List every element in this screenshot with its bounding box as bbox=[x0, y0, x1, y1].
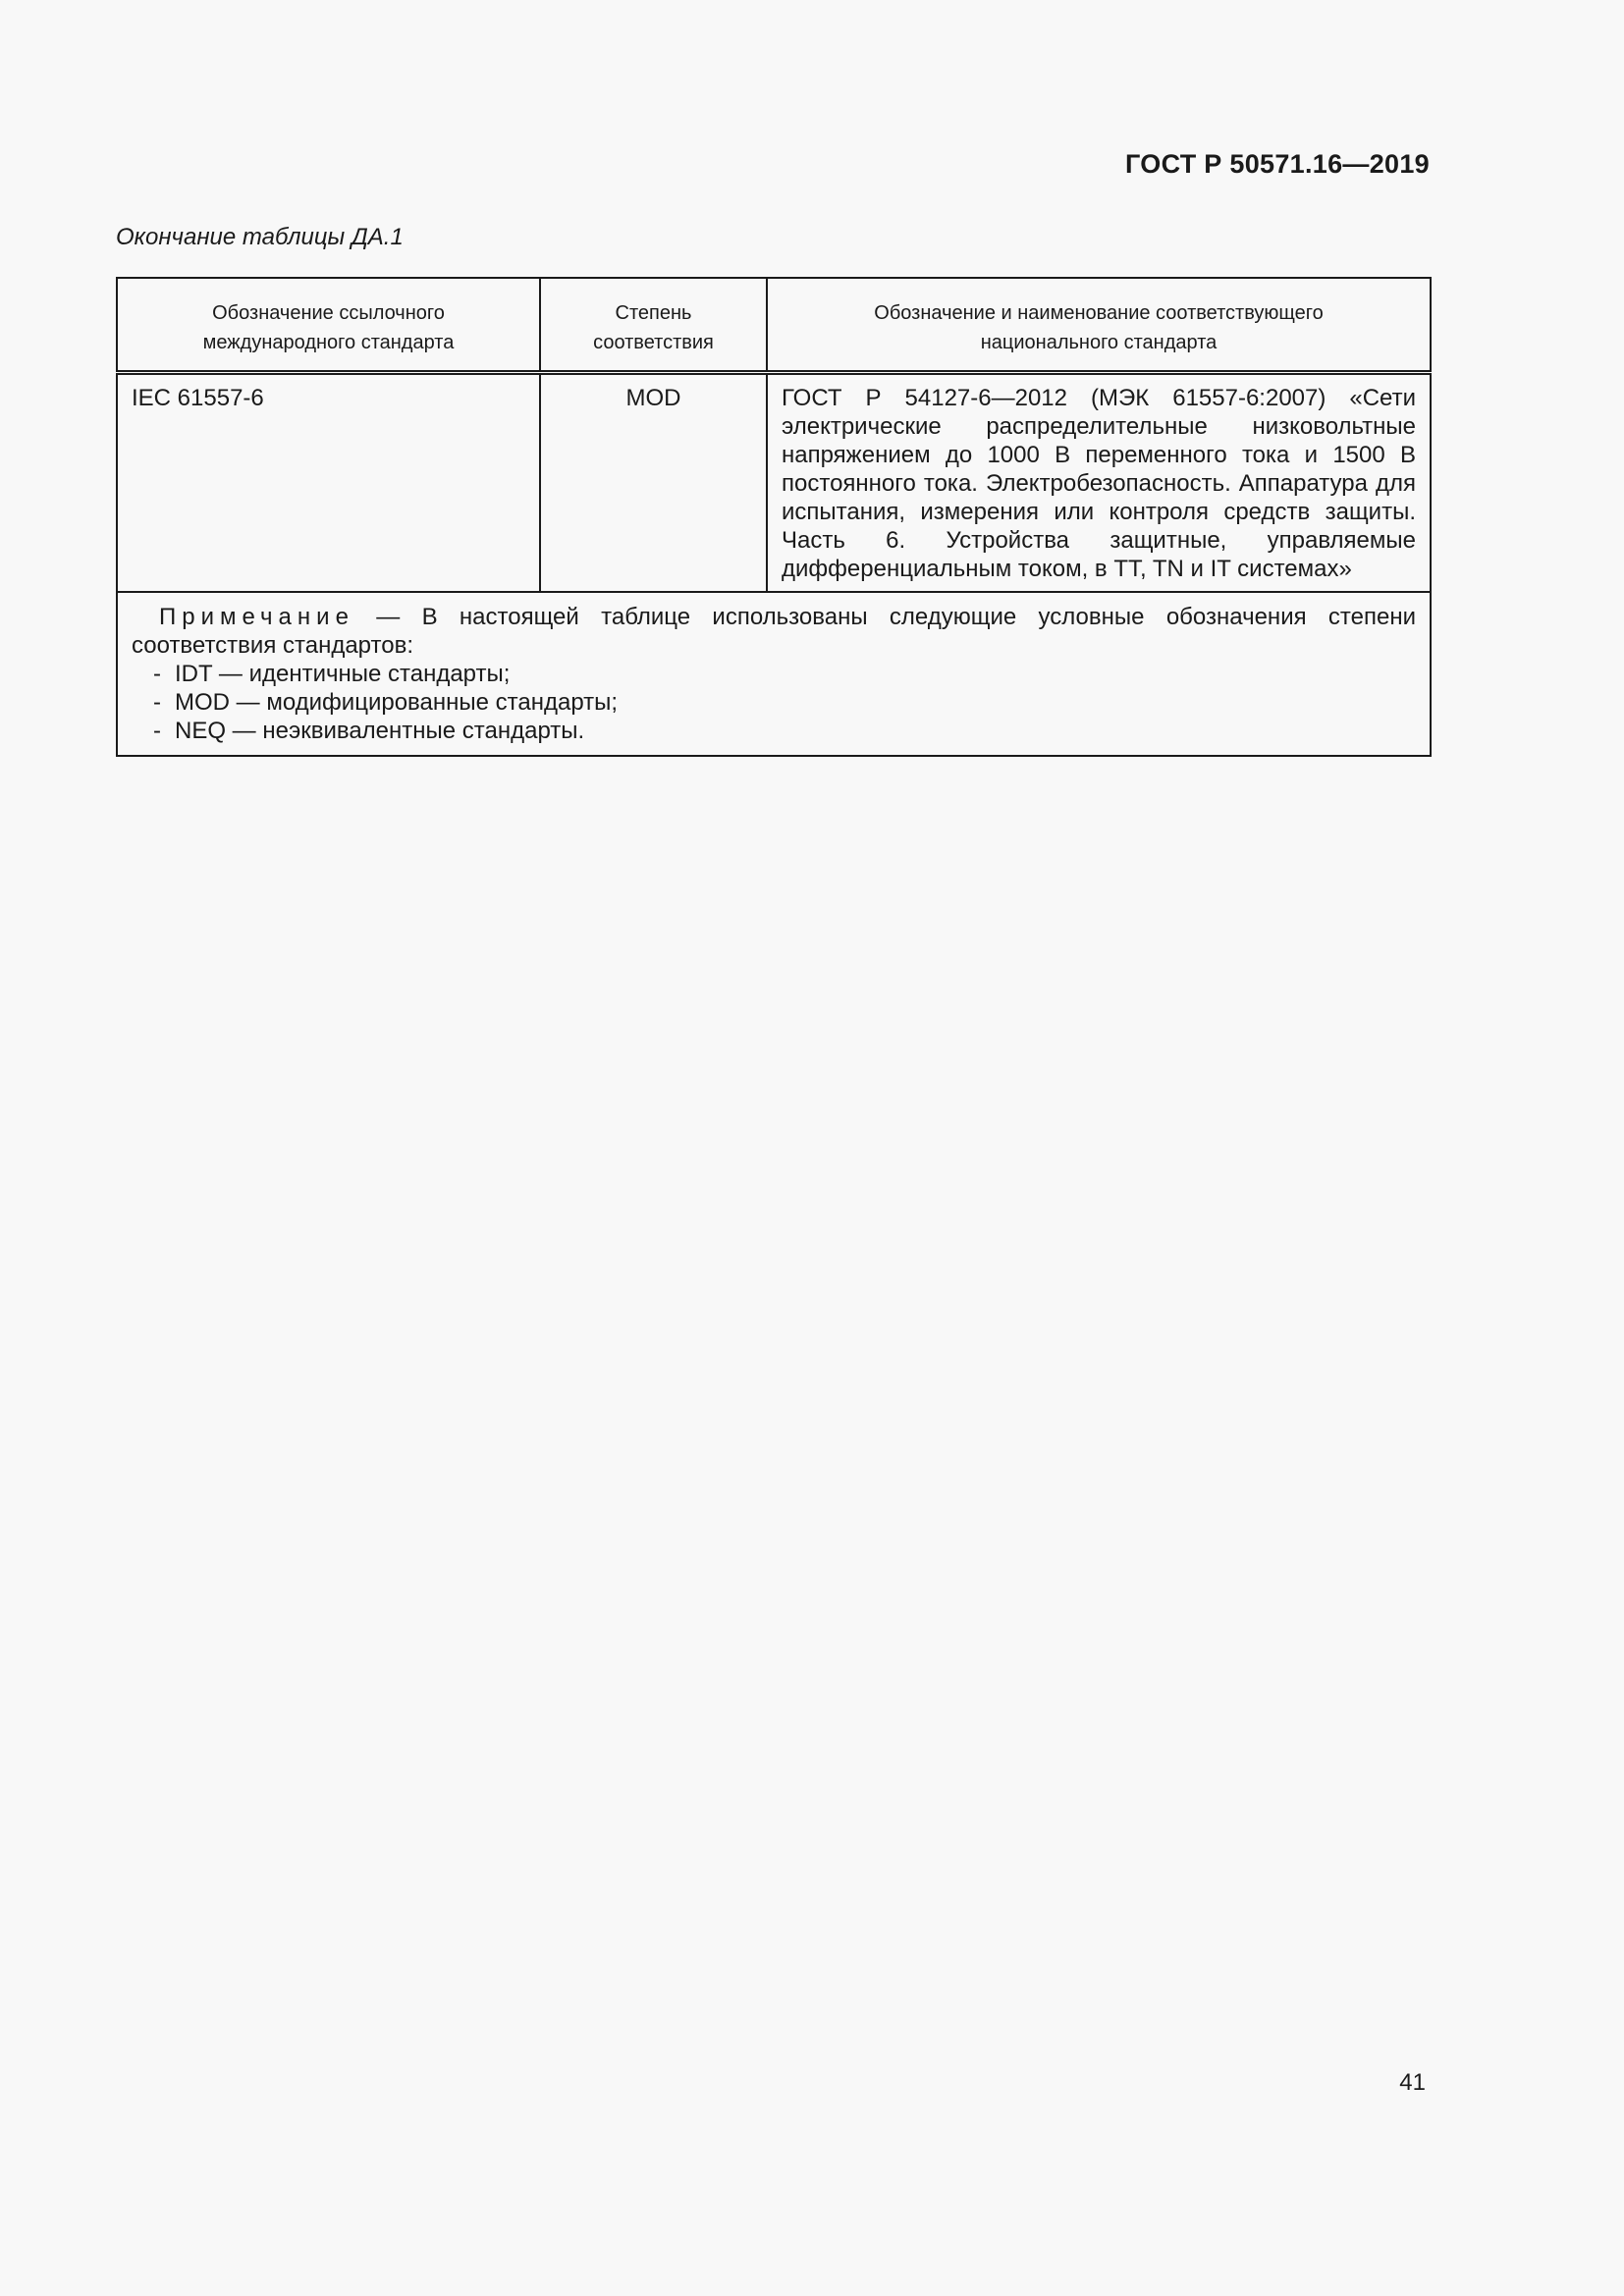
cell-degree: MOD bbox=[540, 372, 767, 592]
header-line: Степень bbox=[615, 302, 692, 324]
document-code-header: ГОСТ Р 50571.16—2019 bbox=[1125, 149, 1430, 179]
header-line: соответствия bbox=[593, 332, 714, 353]
column-header-intl-standard bbox=[117, 278, 540, 372]
note-item-text: IDT — идентичные стандарты; bbox=[175, 660, 511, 687]
table-row bbox=[117, 372, 1431, 592]
note-item-text: NEQ — неэквивалентные стандарты. bbox=[175, 717, 585, 744]
list-item: - IDT — идентичные стандарты; bbox=[153, 660, 511, 687]
note-paragraph bbox=[132, 603, 1416, 660]
column-header-national-standard bbox=[767, 278, 1431, 372]
list-item: - MOD — модифицированные стандарты; bbox=[153, 688, 619, 716]
header-line: Обозначение ссылочного bbox=[212, 302, 445, 324]
cell-intl-standard: IEC 61557-6 bbox=[117, 372, 540, 592]
table-note bbox=[117, 592, 1431, 756]
table-note-row bbox=[117, 592, 1431, 756]
list-item: - NEQ — неэквивалентные стандарты. bbox=[153, 717, 585, 744]
note-label: Примечание bbox=[159, 603, 354, 630]
table-header-row bbox=[117, 278, 1431, 372]
cell-national-standard: ГОСТ Р 54127-6—2012 (МЭК 61557-6:2007) «Сети электрические распределительные низковольтные напряжением до 1000 В переменного тока и 1500 В постоянного тока. Электробезопасность. Аппаратура для испытания, измерения или контроля средств защиты. Часть 6. Устройства защитные, управляемые дифференциальным током, в TT, TN и IT системах» bbox=[767, 372, 1431, 592]
table-caption: Окончание таблицы ДА.1 bbox=[116, 224, 404, 250]
note-item-text: MOD — модифицированные стандарты; bbox=[175, 688, 619, 716]
note-list bbox=[132, 660, 1416, 745]
standards-correspondence-table bbox=[116, 277, 1432, 757]
note-text: — В настоящей таблице использованы следующие условные обозначения степени соответствия стандартов: bbox=[132, 603, 1416, 659]
column-header-degree bbox=[540, 278, 767, 372]
header-line: Обозначение и наименование соответствующего bbox=[874, 302, 1324, 324]
page-number: 41 bbox=[1399, 2069, 1426, 2096]
header-line: международного стандарта bbox=[202, 332, 455, 353]
header-line: национального стандарта bbox=[980, 332, 1218, 353]
